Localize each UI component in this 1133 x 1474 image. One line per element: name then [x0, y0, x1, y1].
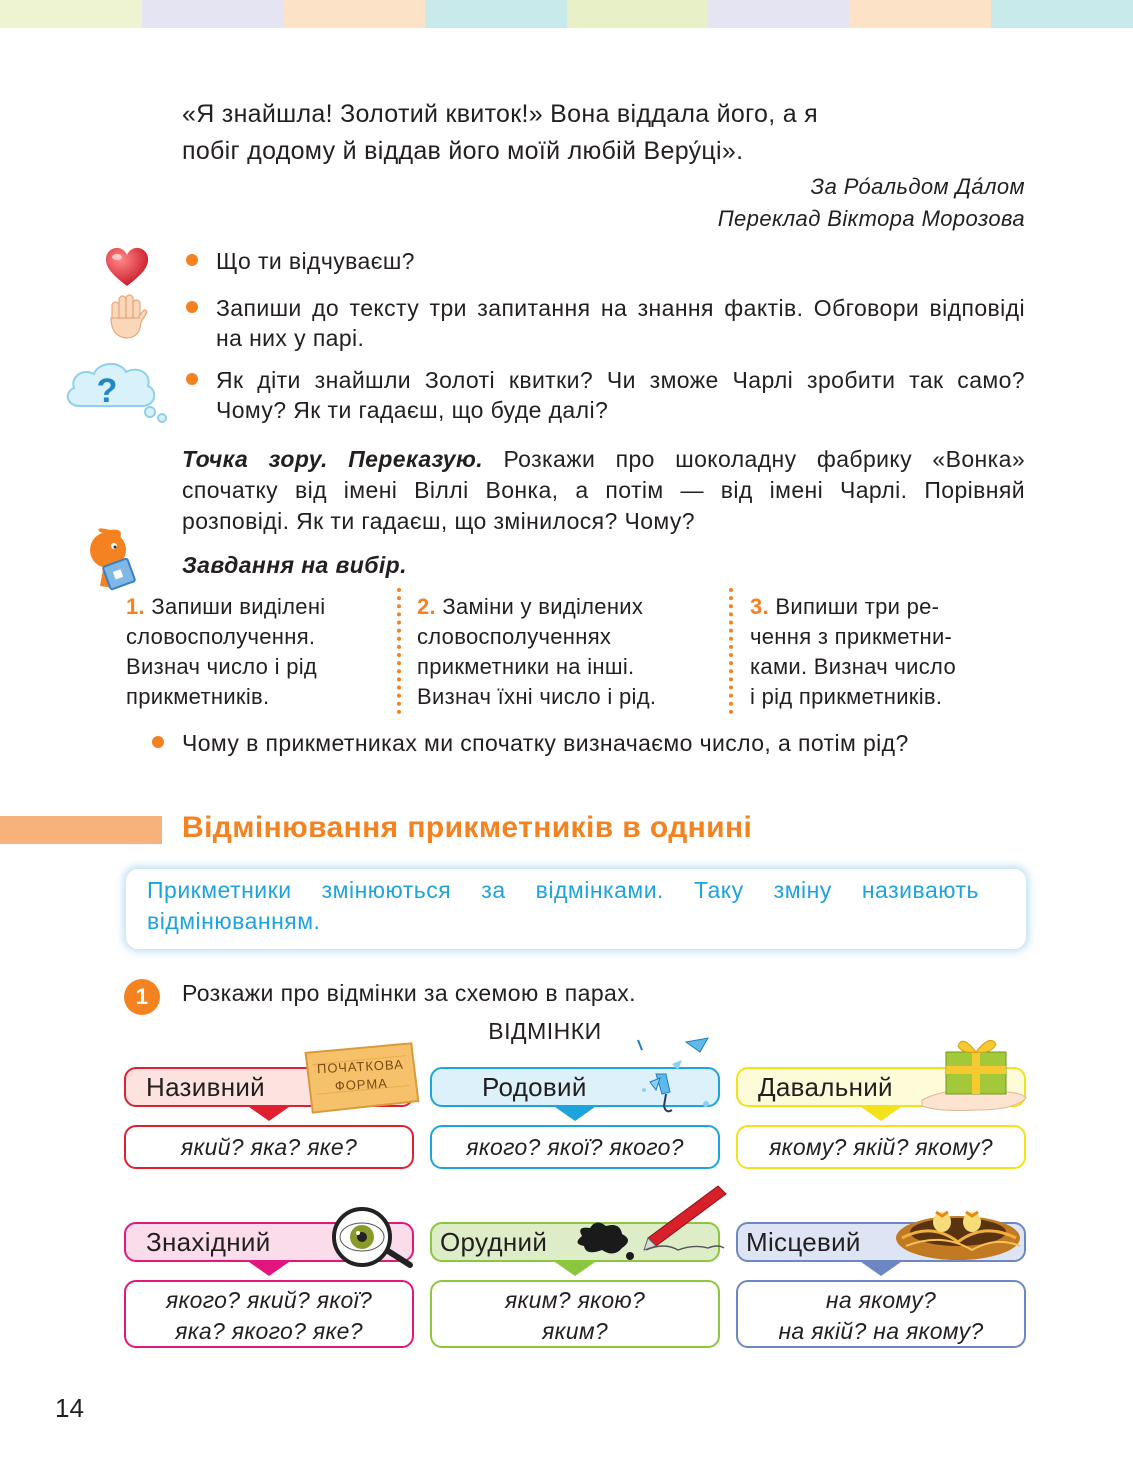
eye-magnifier-icon — [326, 1205, 416, 1269]
case-questions — [430, 1280, 720, 1348]
top-bar-segment — [283, 0, 425, 28]
case-pointer — [555, 1107, 595, 1121]
bullet — [152, 736, 164, 748]
case-questions — [736, 1280, 1026, 1348]
case-questions — [124, 1125, 414, 1169]
rule-text: Прикметники змінюються за відмінками. Таку зміну називають відмінюванням. — [147, 877, 979, 934]
choice-line: словосполучення. — [126, 624, 316, 649]
choice-line: словосполученнях — [417, 624, 612, 649]
case-instrumental: Орудний — [430, 1222, 720, 1262]
case-locative: Місцевий — [736, 1222, 1026, 1262]
story-line: побіг додому й віддав його моїй любій Веру́ці». — [182, 137, 744, 165]
diagram-title: ВІДМІНКИ — [488, 1018, 602, 1044]
case-questions — [430, 1125, 720, 1169]
case-question-line: на якій? на якому? — [778, 1318, 984, 1344]
choice-line: Визнач їхні число і рід. — [417, 684, 657, 709]
hand-icon — [106, 292, 150, 342]
choice-title: Завдання на вибір. — [182, 552, 407, 578]
case-question-line: якого? який? якої? — [165, 1287, 373, 1313]
choice-line: і рід прикметників. — [750, 684, 943, 709]
top-bar-segment — [991, 0, 1133, 28]
bird-nest-icon — [892, 1192, 1026, 1266]
top-bar-segment — [567, 0, 709, 28]
question-cloud-icon — [62, 360, 172, 426]
case-questions — [736, 1125, 1026, 1169]
choice-line: Запиши виділені — [151, 594, 326, 619]
retell-task — [182, 444, 1025, 537]
exercise-number: 1 — [124, 979, 160, 1015]
case-pointer — [249, 1262, 289, 1276]
initial-form-sticker — [301, 1041, 420, 1115]
column-divider — [729, 588, 733, 714]
top-bar-segment — [425, 0, 567, 28]
reading-character-icon — [80, 528, 146, 594]
case-nominative: Називний — [124, 1067, 414, 1107]
svg-text:?: ? — [96, 372, 118, 410]
choice-item-1 — [126, 592, 388, 712]
top-bar-segment — [142, 0, 284, 28]
case-pointer — [861, 1107, 901, 1121]
choice-item-3 — [750, 592, 1020, 712]
choice-number: 3. — [750, 594, 769, 619]
case-question-line: якому? якій? якому? — [769, 1134, 993, 1160]
section-title: Відмінювання прикметників в однині — [182, 811, 753, 844]
choice-line: прикметники на інші. — [417, 654, 635, 679]
bullet — [186, 373, 198, 385]
case-question-line: якого? якої? якого? — [466, 1134, 684, 1160]
choice-line: Визнач число і рід — [126, 654, 318, 679]
case-question-line: на якому? — [825, 1287, 937, 1313]
translator-credit: Переклад Віктора Морозова — [717, 206, 1025, 231]
case-genitive: Родовий — [430, 1067, 720, 1107]
choice-item-2 — [417, 592, 729, 712]
broken-glass-icon — [616, 1034, 720, 1120]
page-number: 14 — [55, 1393, 84, 1423]
case-question-line: який? яка? яке? — [180, 1134, 358, 1160]
exercise-text: Розкажи про відмінки за схемою в парах. — [182, 980, 636, 1006]
column-divider — [397, 588, 401, 714]
top-color-bar — [0, 0, 1133, 28]
why-question: Чому в прикметниках ми спочатку визначаємо число, а потім рід? — [154, 728, 1034, 758]
sticker-line: ПОЧАТКОВА — [316, 1056, 405, 1077]
author-credit: За Ро́альдом Да́лом — [810, 174, 1025, 199]
heart-icon — [104, 246, 150, 288]
choice-line: Випиши три ре- — [775, 594, 940, 619]
story-line: «Я знайшла! Золотий квиток!» Вона віддала його, а я — [182, 100, 818, 128]
retell-label: Точка зору. Переказую. — [182, 446, 484, 472]
case-pointer — [249, 1107, 289, 1121]
top-bar-segment — [0, 0, 142, 28]
case-questions — [124, 1280, 414, 1348]
question-item: Як діти знайшли Золоті квитки? Чи зможе Чарлі зробити так само? Чому? Як ти гадаєш, що буде далі? — [188, 365, 1025, 425]
section-marker — [0, 816, 162, 844]
choice-line: Заміни у виділених — [442, 594, 644, 619]
choice-number: 1. — [126, 594, 145, 619]
case-dative: Давальний — [736, 1067, 1026, 1107]
choice-line: прикметників. — [126, 684, 270, 709]
bullet — [186, 301, 198, 313]
top-bar-segment — [850, 0, 992, 28]
bullet — [186, 254, 198, 266]
question-item: Запиши до тексту три запитання на знання фактів. Обговори відповіді на них у парі. — [188, 293, 1025, 353]
gift-on-hand-icon — [918, 1030, 1030, 1116]
case-question-line: яка? якого? яке? — [175, 1318, 363, 1344]
top-bar-segment — [708, 0, 850, 28]
pen-and-ink-icon — [568, 1180, 728, 1276]
sticker-line: ФОРМА — [334, 1075, 389, 1094]
choice-number: 2. — [417, 594, 436, 619]
choice-line: чення з прикметни- — [750, 624, 953, 649]
case-question-line: яким? якою? — [504, 1287, 646, 1313]
case-question-line: яким? — [542, 1318, 608, 1344]
case-accusative: Знахідний — [124, 1222, 414, 1262]
choice-line: ками. Визнач число — [750, 654, 956, 679]
question-item: Що ти відчуваєш? — [188, 246, 1025, 276]
retell-text: Розкажи про шоколадну фабрику «Вонка» спочатку від імені Віллі Вонка, а потім — від імені Чарлі. Порівняй розповіді. Як ти гадаєш, що змінилося? Чому? — [182, 446, 1026, 534]
